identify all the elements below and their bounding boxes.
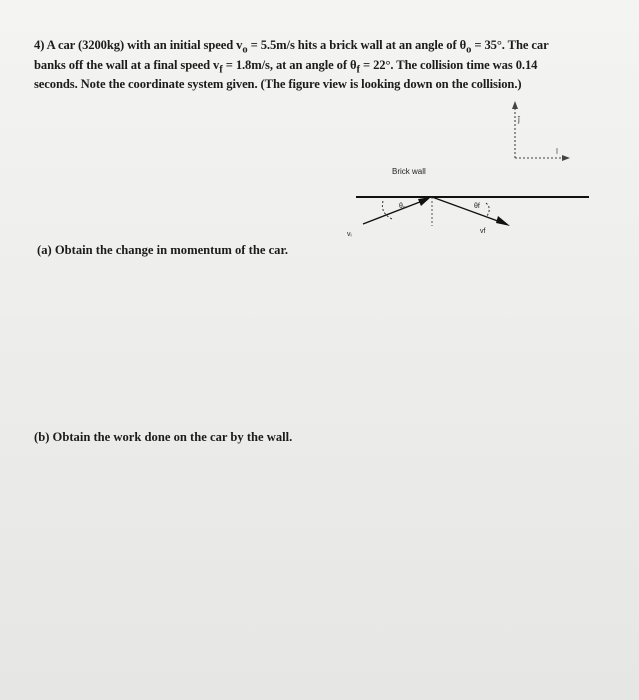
- final-velocity-vector: [432, 197, 506, 224]
- vo-subscript: o: [242, 44, 248, 56]
- final-velocity-arrowhead: [496, 216, 510, 226]
- line1-mid: = 5.5m/s hits a brick wall at an angle of θ: [247, 38, 467, 52]
- part-a-question: (a) Obtain the change in momentum of the car.: [37, 243, 289, 257]
- line2-mid: = 1.8m/s, at an angle of θ: [222, 57, 357, 72]
- line2-prefix: banks off the wall at a final speed v: [34, 57, 220, 72]
- initial-velocity-vector: [363, 200, 425, 224]
- line1-suffix: = 35°. The car: [471, 38, 549, 52]
- part-b-question: (b) Obtain the work done on the car by the wall.: [34, 430, 293, 444]
- j-axis-label: ĵ: [518, 115, 520, 124]
- v-initial-label: vᵢ: [347, 231, 352, 238]
- i-axis-arrowhead: [562, 155, 570, 161]
- theta-o-label: θₒ: [399, 203, 406, 210]
- v-final-label: vf: [480, 228, 486, 235]
- brick-wall-label: Brick wall: [392, 167, 426, 176]
- line2-suffix: = 22°. The collision time was 0.14: [359, 57, 538, 72]
- theta-o-subscript: o: [466, 44, 472, 56]
- problem-line-3: seconds. Note the coordinate system given. (The figure view is looking down on the collision.): [34, 77, 522, 92]
- i-axis-label: î: [556, 149, 558, 156]
- theta-f-subscript: f: [356, 64, 360, 76]
- theta-f-label: θf: [474, 203, 480, 210]
- coordinate-axes: [512, 101, 570, 161]
- theta-f-arc: [486, 203, 489, 216]
- vf-subscript: f: [219, 64, 223, 76]
- j-axis-arrowhead: [512, 101, 518, 109]
- initial-velocity-arrowhead: [418, 197, 431, 206]
- line1-prefix: 4) A car (3200kg) with an initial speed v: [34, 38, 243, 52]
